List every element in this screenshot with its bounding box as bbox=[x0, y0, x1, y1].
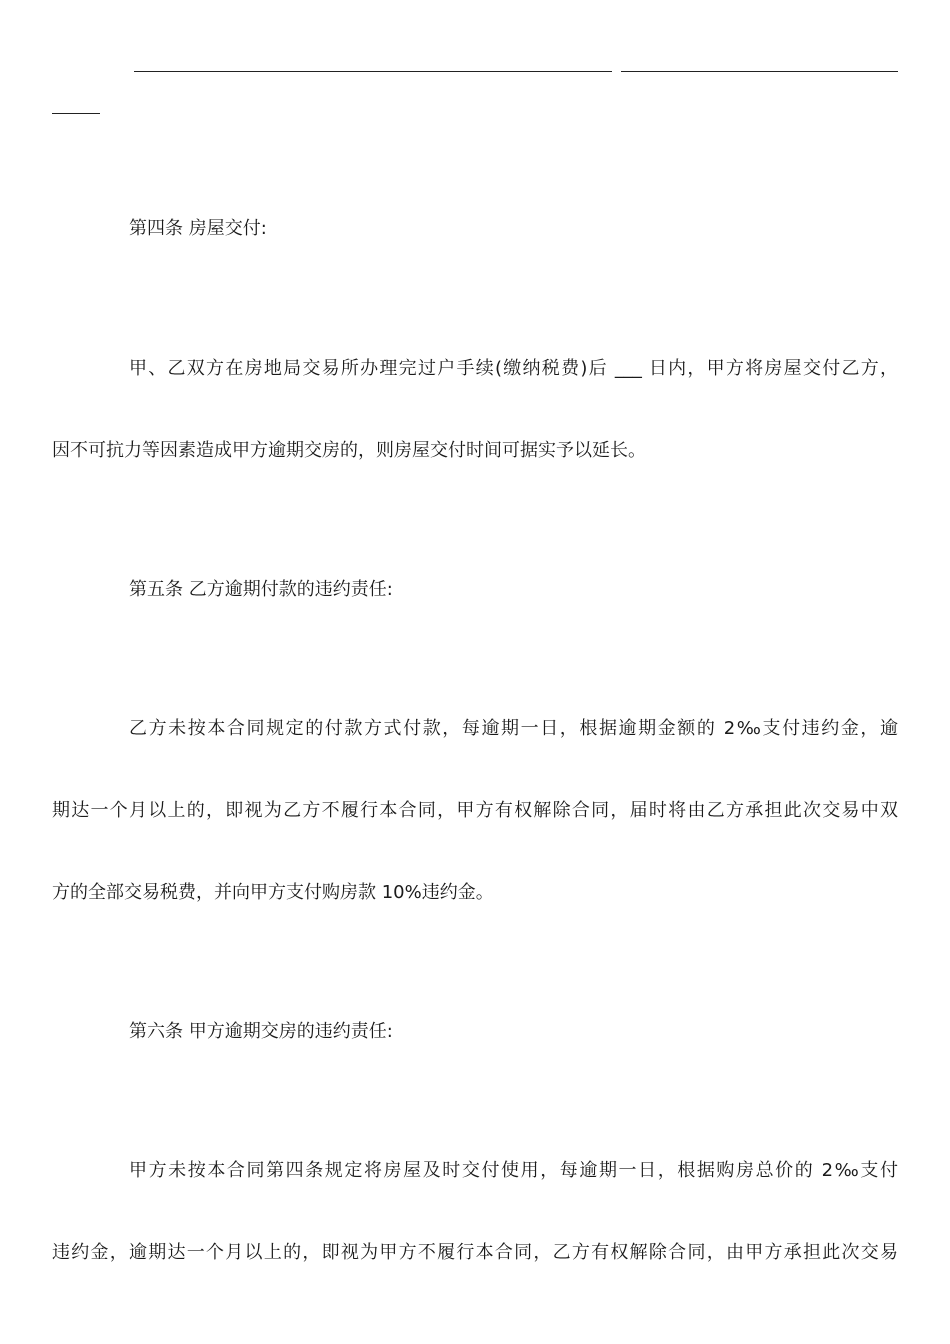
blank-line-3 bbox=[52, 113, 100, 114]
article-4-line-2: 因不可抗力等因素造成甲方逾期交房的，则房屋交付时间可据实予以延长。 bbox=[52, 440, 646, 461]
article-5-line-2: 期达一个月以上的，即视为乙方不履行本合同，甲方有权解除合同，届时将由乙方承担此次交易中双 bbox=[52, 800, 898, 821]
blank-line-1 bbox=[134, 71, 612, 72]
article-4-line-1: 甲、乙双方在房地局交易所办理完过户手续(缴纳税费)后 ___ 日内，甲方将房屋交付乙方， bbox=[129, 358, 898, 379]
article-5-heading: 第五条 乙方逾期付款的违约责任: bbox=[129, 579, 393, 600]
article-6-line-1: 甲方未按本合同第四条规定将房屋及时交付使用，每逾期一日，根据购房总价的 2‰支付 bbox=[129, 1160, 898, 1181]
article-4-heading: 第四条 房屋交付: bbox=[129, 218, 267, 239]
article-6-line-2: 违约金，逾期达一个月以上的，即视为甲方不履行本合同，乙方有权解除合同，由甲方承担此次交易 bbox=[52, 1242, 898, 1263]
article-5-line-3: 方的全部交易税费，并向甲方支付购房款 10%违约金。 bbox=[52, 882, 494, 903]
article-5-line-1: 乙方未按本合同规定的付款方式付款，每逾期一日，根据逾期金额的 2‰支付违约金，逾 bbox=[129, 718, 898, 739]
blank-line-2 bbox=[621, 71, 898, 72]
article-6-heading: 第六条 甲方逾期交房的违约责任: bbox=[129, 1021, 393, 1042]
